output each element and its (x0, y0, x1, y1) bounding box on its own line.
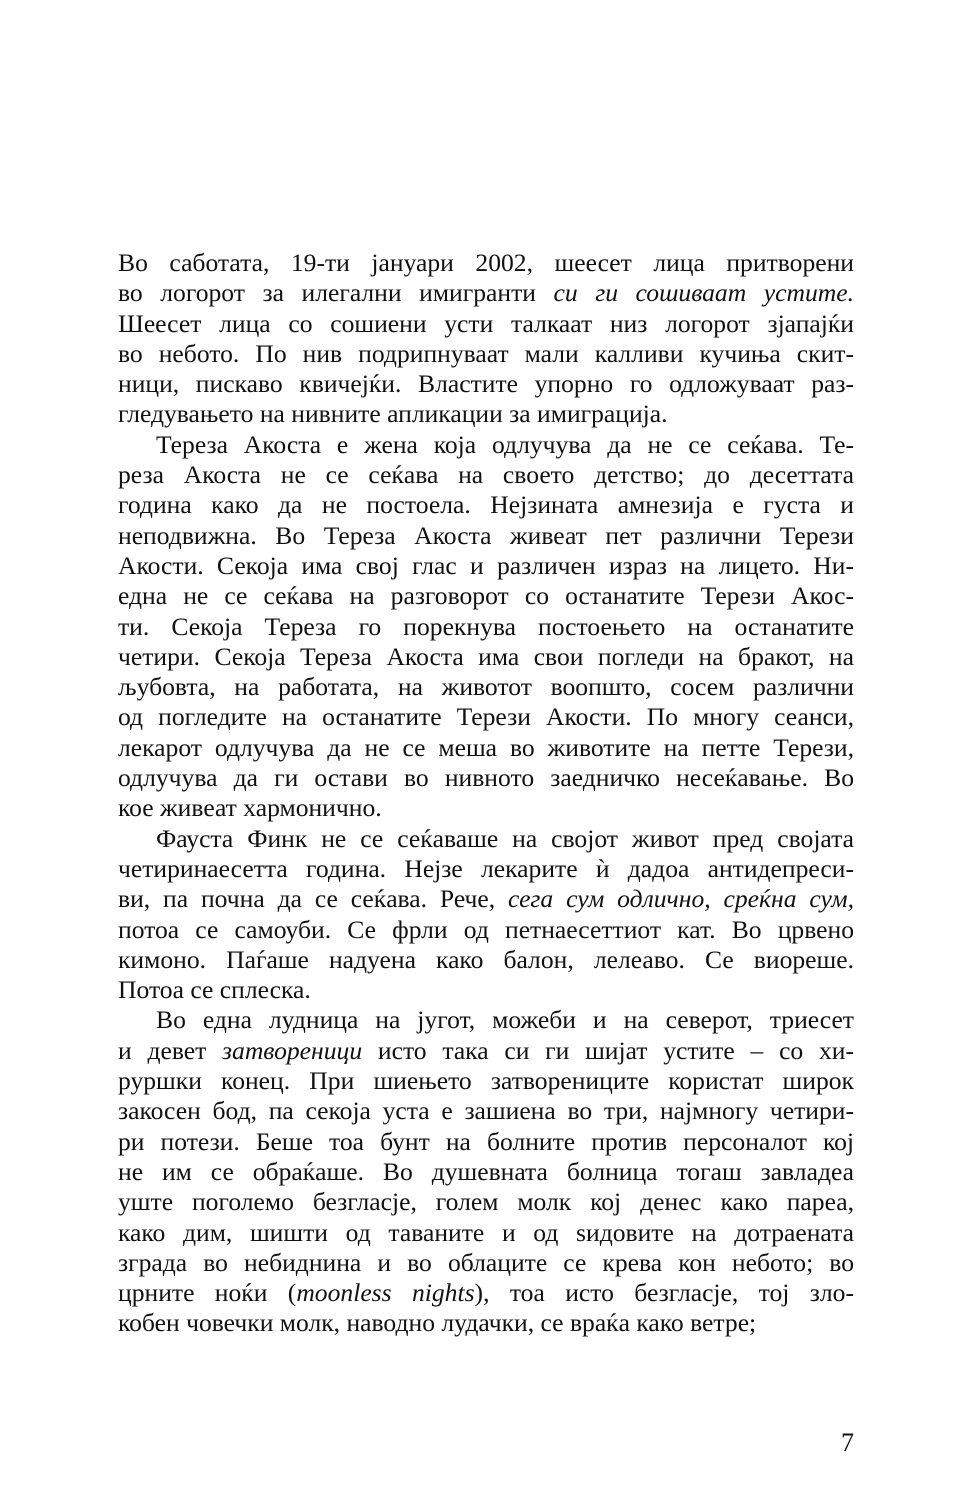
text-run: Во саботата, 19-ти јануари 2002, шеесет лица притворени (118, 248, 854, 277)
text-line (118, 1036, 854, 1066)
text-run: како дим, шишти од таваните и од ѕидовите на дотраената (118, 1217, 854, 1247)
text-run: руршки конец. При шиењето затворениците користат широк (118, 1066, 854, 1096)
text-line (118, 1096, 854, 1126)
text-line (118, 1066, 854, 1096)
text-line (118, 1308, 854, 1338)
text-line (118, 763, 854, 793)
italic-phrase: си ги сошиваат устите. (553, 278, 855, 308)
text-line (118, 1218, 854, 1248)
paragraph (118, 1005, 854, 1338)
text-line (118, 430, 854, 460)
text-run: реза Акоста не се сеќава на своето детство; до десеттата (118, 460, 854, 490)
text-line (118, 733, 854, 763)
text-line (118, 1157, 854, 1187)
italic-phrase: затвореници (222, 1035, 363, 1065)
text-run: ), тоа исто безгласје, тој зло- (474, 1278, 854, 1308)
text-run: Потоа се сплеска. (118, 975, 311, 1005)
text-line (118, 854, 854, 884)
text-run: ри потези. Беше тоа бунт на болните против персоналот кој (118, 1126, 854, 1156)
text-run: љубовта, на работата, на животот воопшто, сосем различни (118, 672, 854, 702)
text-line (118, 521, 854, 551)
text-run: ви, па почна да се сеќава. Рече, (118, 884, 509, 914)
body-text (118, 248, 854, 1339)
text-run: и девет (118, 1035, 223, 1065)
text-run: закосен бод, па секоја уста е зашиена во три, најмногу четири- (118, 1096, 854, 1126)
text-run: одлучува да ги остави во нивното заедничко несеќавање. Во (118, 763, 854, 793)
paragraph (118, 430, 854, 824)
text-line (118, 702, 854, 732)
text-run: Во една лудница на југот, можеби и на северот, триесет (156, 1005, 854, 1035)
text-run: зграда во небиднина и во облаците се крева кон небото; во (118, 1247, 854, 1277)
paragraph (118, 248, 854, 430)
text-line (118, 369, 854, 399)
text-line (118, 551, 854, 581)
text-line (118, 490, 854, 520)
text-line (118, 248, 854, 278)
text-run: лекарот одлучува да не се меша во животите на петте Терези, (118, 732, 854, 762)
italic-phrase: moonless nights (296, 1278, 475, 1308)
text-line (118, 1248, 854, 1278)
text-run: ници, пискаво квичејќи. Властите упорно го одложуваат раз- (118, 369, 854, 399)
text-line (118, 915, 854, 945)
text-run: уште поголемо безгласје, голем молк кој денес како пареа, (118, 1187, 854, 1217)
text-run: четиринаесетта година. Нејзе лекарите ѝ дадоа антидепреси- (118, 853, 854, 883)
text-run: година како да не постоела. Нејзината амнезија е густа и (118, 490, 854, 520)
text-run: кобен човечки молк, наводно лудачки, се враќа како ветре; (118, 1308, 757, 1338)
text-run: во небото. По нив подрипнуваат мали калливи кучиња скит- (118, 338, 854, 368)
text-run: Тереза Акоста е жена која одлучува да не се сеќава. Те- (156, 429, 854, 459)
text-run: ти. Секоја Тереза го порекнува постоењето на останатите (118, 611, 854, 641)
text-run: неподвижна. Во Тереза Акоста живеат пет различни Терези (118, 520, 854, 550)
text-line (118, 1187, 854, 1217)
text-run: од погледите на останатите Терези Акости. По многу сеанси, (118, 702, 854, 732)
text-line (118, 460, 854, 490)
text-line (118, 278, 854, 308)
text-line (118, 581, 854, 611)
text-run: гледувањето на нивните апликации за имиграција. (118, 399, 668, 429)
page-number: 7 (841, 1428, 854, 1457)
paragraph (118, 824, 854, 1006)
text-run: во логорот за илегални имигранти (118, 278, 554, 308)
text-line (118, 824, 854, 854)
text-line (118, 399, 854, 429)
text-run: не им се обраќаше. Во душевната болница тогаш завладеа (118, 1156, 854, 1186)
text-run: потоа се самоуби. Се фрли од петнаесеттиот кат. Во црвено (118, 914, 854, 944)
text-line (118, 884, 854, 914)
text-run: кое живеат хармонично. (118, 793, 382, 823)
text-run: четири. Секоја Тереза Акоста има свои погледи на бракот, на (118, 641, 854, 671)
text-line (118, 975, 854, 1005)
text-run: исто така си ги шијат устите – со хи- (362, 1035, 854, 1065)
text-line (118, 339, 854, 369)
text-line (118, 642, 854, 672)
text-line (118, 1127, 854, 1157)
text-run: Акости. Секоја има свој глас и различен израз на лицето. Ни- (118, 550, 854, 580)
text-run: кимоно. Паѓаше надуена како балон, лелеаво. Се виореше. (118, 944, 854, 974)
text-run: црните ноќи ( (118, 1278, 297, 1308)
text-run: една не се сеќава на разговорот со останатите Терези Акос- (118, 581, 854, 611)
text-line (118, 1278, 854, 1308)
text-line (118, 672, 854, 702)
text-line (118, 1005, 854, 1035)
text-line (118, 612, 854, 642)
text-run: Фауста Финк не се сеќаваше на својот живот пред својата (156, 823, 854, 853)
text-line (118, 793, 854, 823)
italic-phrase: сега сум одлично, среќна сум, (508, 884, 854, 914)
text-run: Шеесет лица со сошиени усти талкаат низ логорот зјапајќи (118, 308, 854, 338)
text-line (118, 945, 854, 975)
text-line (118, 309, 854, 339)
